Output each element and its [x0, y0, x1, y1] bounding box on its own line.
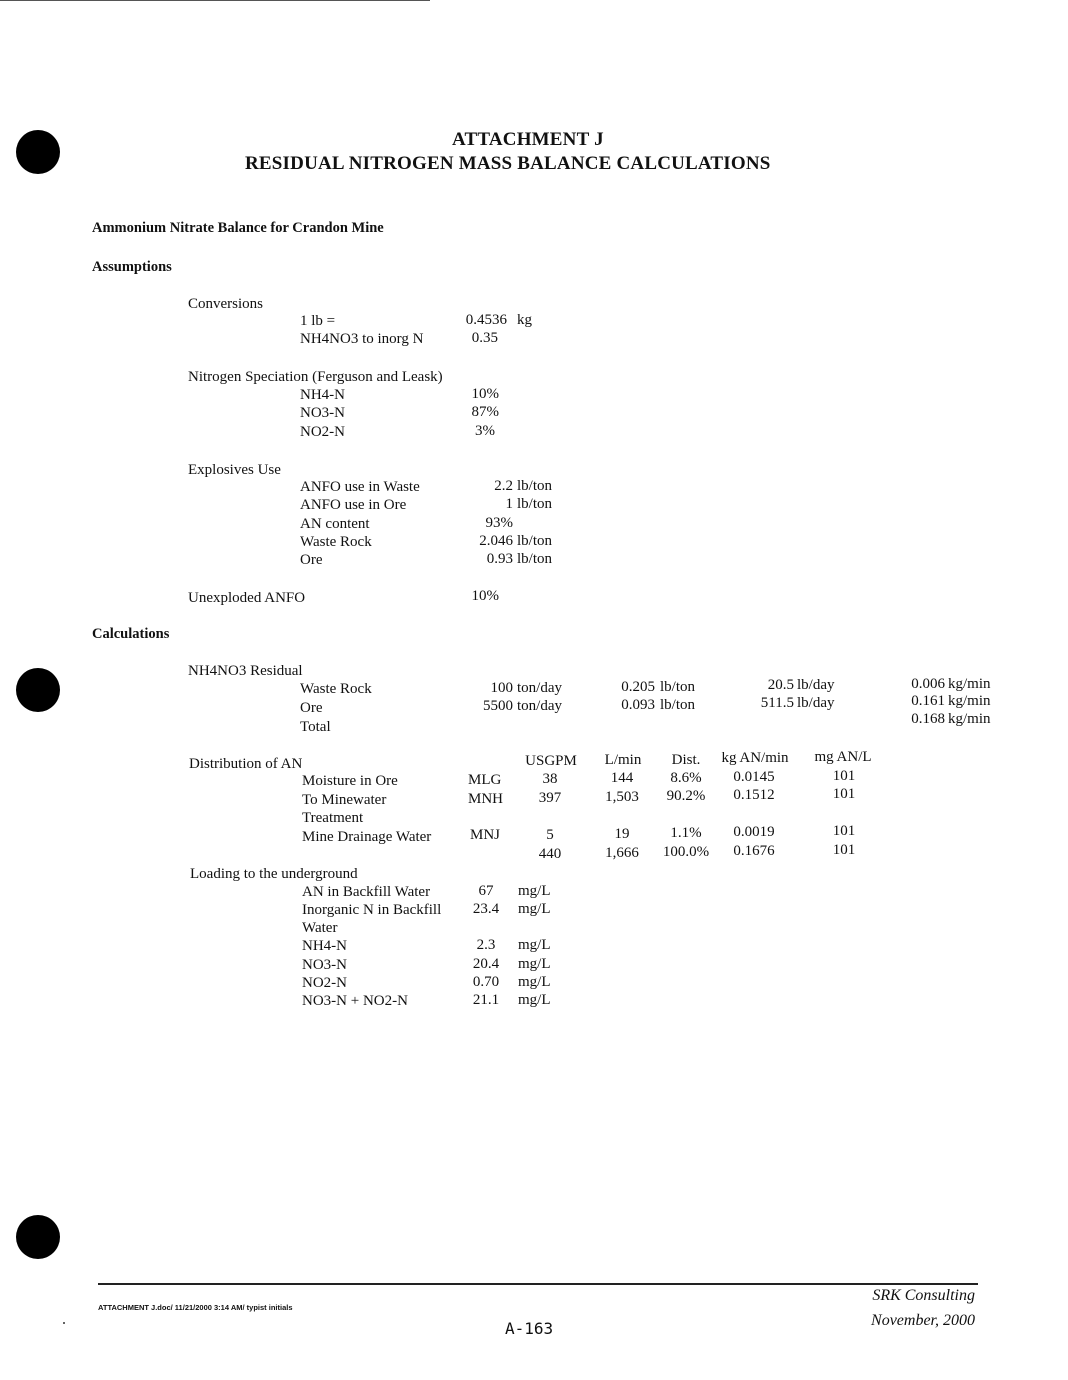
conversion-value: 0.35 [471, 330, 498, 346]
speciation-value: 87% [471, 404, 499, 420]
residual-row-label: Ore [300, 700, 323, 716]
distribution-dist: 90.2% [666, 788, 706, 804]
speciation-species: NO2-N [300, 424, 345, 440]
residual-rate-unit: ton/day [517, 698, 562, 714]
residual-per-min-unit: kg/min [948, 711, 991, 727]
distribution-row-label: Moisture in Ore [302, 773, 398, 789]
distribution-header-kg: kg AN/min [721, 750, 789, 766]
punch-hole-top [16, 130, 60, 174]
explosives-label: Explosives Use [188, 462, 281, 478]
distribution-code: MLG [468, 772, 502, 788]
loading-item: NH4-N [302, 938, 347, 954]
residual-label: NH4NO3 Residual [188, 663, 303, 679]
residual-per-min-unit: kg/min [948, 676, 991, 692]
distribution-lmin: 1,503 [605, 789, 639, 805]
explosives-value: 0.93 [486, 551, 513, 567]
loading-item: AN in Backfill Water [302, 884, 431, 900]
distribution-header-usgpm: USGPM [525, 753, 577, 769]
distribution-total-kg: 0.1676 [733, 843, 775, 859]
scan-top-edge-line [0, 0, 430, 1]
page-title-line-2: RESIDUAL NITROGEN MASS BALANCE CALCULATIONS [245, 153, 771, 174]
residual-per-min: 0.168 [911, 711, 945, 727]
distribution-mg: 101 [832, 786, 856, 802]
speciation-species: NH4-N [300, 387, 345, 403]
residual-per-day-unit: lb/day [797, 695, 835, 711]
distribution-total-dist: 100.0% [662, 844, 710, 860]
punch-hole-bottom [16, 1215, 60, 1259]
loading-value: 0.70 [472, 974, 500, 990]
conversion-label: NH4NO3 to inorg N [300, 331, 424, 347]
footer-rule [98, 1283, 978, 1285]
loading-item: NO2-N [302, 975, 347, 991]
footer-date: November, 2000 [871, 1312, 975, 1329]
distribution-mg: 101 [832, 823, 856, 839]
residual-per-ton: 0.205 [621, 679, 655, 695]
residual-per-day: 511.5 [760, 695, 794, 711]
residual-row-label: Total [300, 719, 331, 735]
distribution-lmin: 19 [614, 826, 630, 842]
residual-per-ton: 0.093 [621, 697, 655, 713]
page-title-line-1: ATTACHMENT J [452, 129, 604, 150]
distribution-kg: 0.0019 [733, 824, 775, 840]
speciation-value: 3% [475, 423, 495, 439]
calculations-heading: Calculations [92, 626, 170, 642]
distribution-lmin: 144 [610, 770, 634, 786]
conversions-label: Conversions [188, 296, 263, 312]
loading-label: Loading to the underground [190, 866, 358, 882]
explosives-item: AN content [300, 516, 370, 532]
distribution-mg: 101 [832, 768, 856, 784]
residual-row-label: Waste Rock [300, 681, 372, 697]
distribution-header-dist: Dist. [671, 752, 701, 768]
distribution-dist: 1.1% [670, 825, 702, 841]
residual-per-day: 20.5 [767, 677, 794, 693]
loading-item: Inorganic N in Backfill [302, 902, 442, 918]
distribution-usgpm: 397 [538, 790, 562, 806]
loading-unit: mg/L [518, 883, 551, 899]
residual-per-min-unit: kg/min [948, 693, 991, 709]
distribution-row-label-cont: Treatment [302, 810, 364, 826]
loading-item: NO3-N [302, 957, 347, 973]
explosives-item: ANFO use in Ore [300, 497, 407, 513]
speciation-label: Nitrogen Speciation (Ferguson and Leask) [188, 369, 443, 385]
loading-unit: mg/L [518, 992, 551, 1008]
distribution-total-lmin: 1,666 [605, 845, 639, 861]
explosives-value: 2.2 [494, 478, 513, 494]
residual-per-day-unit: lb/day [797, 677, 835, 693]
explosives-value: 2.046 [479, 533, 513, 549]
distribution-kg: 0.1512 [733, 787, 775, 803]
distribution-kg: 0.0145 [733, 769, 775, 785]
loading-value: 21.1 [472, 992, 500, 1008]
distribution-row-label: To Minewater [302, 792, 387, 808]
residual-rate-unit: ton/day [517, 680, 562, 696]
assumptions-heading: Assumptions [92, 259, 172, 275]
explosives-unit: lb/ton [517, 496, 553, 512]
residual-rate: 5500 [483, 698, 513, 714]
loading-value: 20.4 [472, 956, 500, 972]
conversion-label: 1 lb = [300, 313, 336, 329]
footer-file-info: ATTACHMENT J.doc/ 11/21/2000 3:14 AM/ typist initials [98, 1303, 293, 1312]
distribution-usgpm: 38 [542, 771, 558, 787]
distribution-row-label: Mine Drainage Water [302, 829, 432, 845]
distribution-label: Distribution of AN [189, 756, 303, 772]
distribution-header-lmin: L/min [604, 752, 642, 768]
scan-speck [63, 1322, 65, 1324]
distribution-dist: 8.6% [670, 770, 702, 786]
distribution-total-mg: 101 [832, 842, 856, 858]
page-number: A-163 [505, 1319, 554, 1338]
speciation-species: NO3-N [300, 405, 345, 421]
residual-per-min: 0.006 [911, 676, 945, 692]
distribution-code: MNH [468, 791, 504, 807]
explosives-unit: lb/ton [517, 533, 553, 549]
loading-item: NO3-N + NO2-N [302, 993, 408, 1009]
loading-value: 2.3 [476, 937, 496, 953]
section-title: Ammonium Nitrate Balance for Crandon Mine [92, 220, 384, 236]
loading-value: 23.4 [472, 901, 500, 917]
loading-value: 67 [478, 883, 494, 899]
distribution-total-usgpm: 440 [538, 846, 562, 862]
residual-rate: 100 [490, 680, 513, 696]
explosives-unit: lb/ton [517, 551, 553, 567]
explosives-item: Ore [300, 552, 323, 568]
conversion-value: 0.4536 [465, 312, 507, 328]
explosives-value: 93% [485, 515, 513, 531]
loading-unit: mg/L [518, 956, 551, 972]
residual-per-min: 0.161 [911, 693, 945, 709]
loading-unit: mg/L [518, 901, 551, 917]
distribution-usgpm: 5 [546, 827, 554, 843]
explosives-unit: lb/ton [517, 478, 553, 494]
punch-hole-middle [16, 668, 60, 712]
distribution-header-mg: mg AN/L [814, 749, 872, 765]
conversion-unit: kg [517, 312, 532, 328]
explosives-item: Waste Rock [300, 534, 372, 550]
distribution-code: MNJ [470, 827, 501, 843]
footer-company: SRK Consulting [872, 1287, 975, 1304]
speciation-value: 10% [471, 386, 499, 402]
loading-unit: mg/L [518, 974, 551, 990]
loading-unit: mg/L [518, 937, 551, 953]
residual-per-ton-unit: lb/ton [660, 679, 696, 695]
explosives-value: 1 [505, 496, 513, 512]
unexploded-anfo-label: Unexploded ANFO [188, 590, 306, 606]
explosives-item: ANFO use in Waste [300, 479, 420, 495]
unexploded-anfo-value: 10% [471, 588, 499, 604]
loading-item-cont: Water [302, 920, 338, 936]
residual-per-ton-unit: lb/ton [660, 697, 696, 713]
